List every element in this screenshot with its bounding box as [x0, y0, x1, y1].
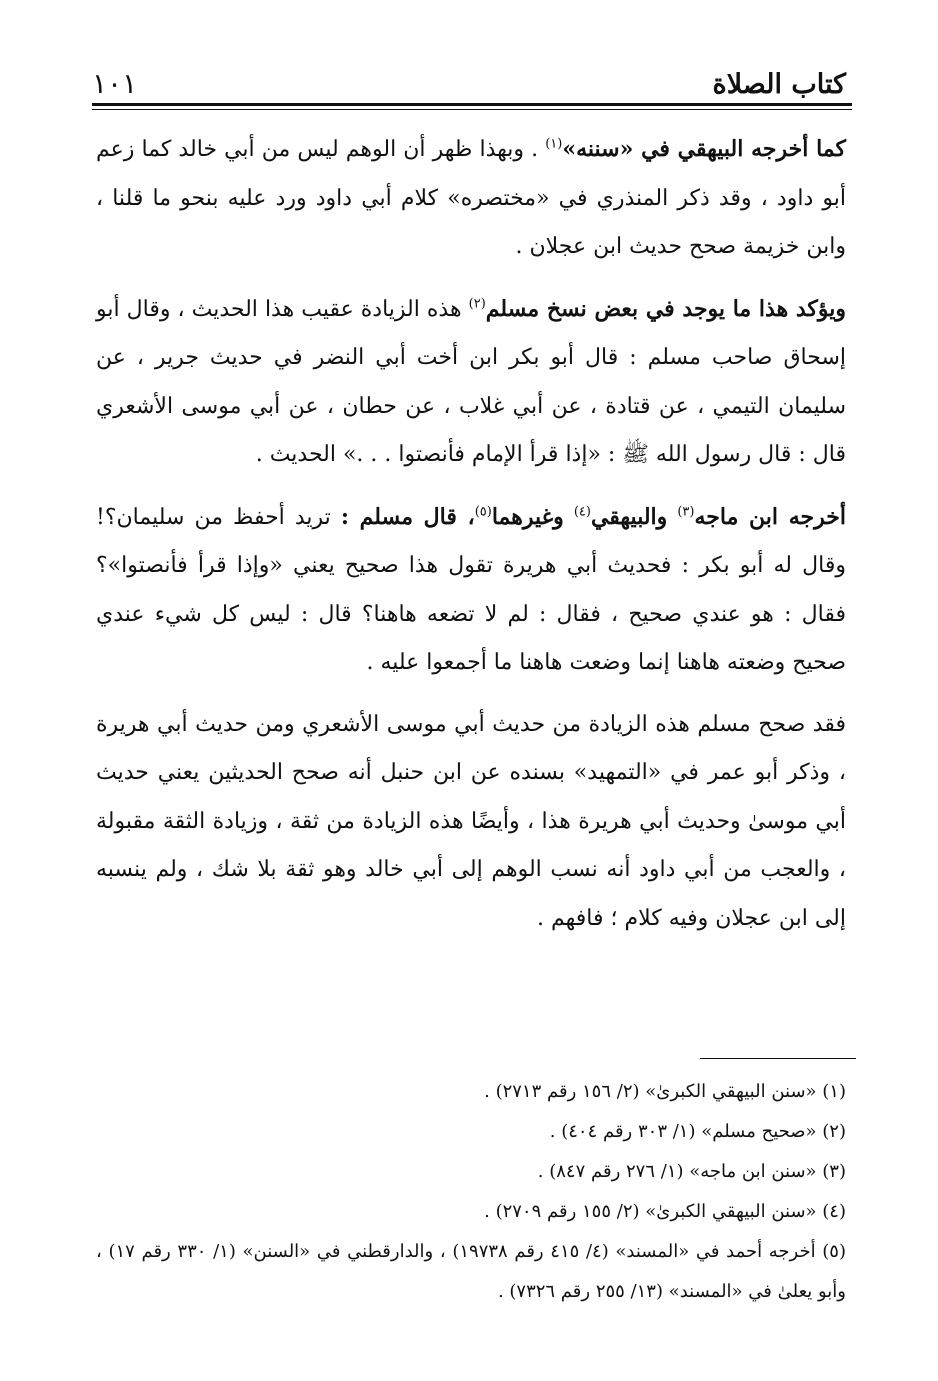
footnote-5: (٥) أخرجه أحمد في «المسند» (٤/ ٤١٥ رقم ١٩٧٣٨) ، والدارقطني في «السنن» (١/ ٣٣٠ رقم ١٧) ، وأبو يعلىٰ في «المسند» (١٣/ ٢٥٥ رقم ٧٣٢٦) . — [96, 1241, 846, 1302]
paragraph-2-lead: ويؤكد هذا ما يوجد في بعض نسخ مسلم — [485, 295, 847, 322]
footnotes — [96, 1072, 846, 1312]
footnote-1: (١) «سنن البيهقي الكبرىٰ» (٢/ ١٥٦ رقم ٢٧١٣) . — [484, 1081, 846, 1102]
paragraph-2 — [96, 285, 846, 480]
header-rule-thick — [92, 103, 852, 106]
paragraph-1 — [96, 125, 846, 272]
main-text — [96, 125, 846, 956]
footnote-separator — [700, 1058, 856, 1059]
paragraph-4 — [96, 701, 846, 944]
paragraph-3-lead-a: أخرجه ابن ماجه — [694, 503, 846, 530]
footnote-4: (٤) «سنن البيهقي الكبرىٰ» (٢/ ١٥٥ رقم ٢٧٠٩) . — [484, 1201, 846, 1222]
running-title: كتاب الصلاة — [712, 69, 846, 100]
footnote-3: (٣) «سنن ابن ماجه» (١/ ٢٧٦ رقم ٨٤٧) . — [537, 1161, 846, 1182]
paragraph-2-text: هذه الزيادة عقيب هذا الحديث ، وقال أبو إسحاق صاحب مسلم : قال أبو بكر ابن أخت أبي النضر في حديث جرير ، عن سليمان التيمي ، عن قتادة ، عن أبي غلاب ، عن حطان ، عن أبي موسى الأشعري قال : قال رسول الله ﷺ : «إذا قرأ الإمام فأنصتوا . . .» الحديث . — [96, 296, 846, 467]
paragraph-3-lead-d: ، قال مسلم : — [340, 503, 475, 530]
footnote-ref-5: (٥) — [474, 504, 492, 520]
paragraph-1-text: . وبهذا ظهر أن الوهم ليس من أبي خالد كما زعم أبو داود ، وقد ذكر المنذري في «مختصره» كلام أبي داود ورد عليه بنحو ما قلنا ، وابن خزيمة صحح حديث ابن عجلان . — [96, 137, 846, 259]
footnote-ref-3: (٣) — [677, 504, 695, 520]
paragraph-3 — [96, 493, 846, 688]
footnote-ref-1: (١) — [545, 136, 563, 152]
paragraph-1-lead: كما أخرجه البيهقي في «سننه» — [562, 136, 846, 162]
paragraph-3-lead-c: وغيرهما — [491, 503, 564, 530]
footnote-ref-4: (٤) — [573, 504, 591, 520]
paragraph-3-lead-b: والبيهقي — [590, 503, 668, 530]
header-rule-thin — [92, 109, 852, 110]
page-number: ١٠١ — [92, 67, 138, 100]
paragraph-3-text: تريد أحفظ من سليمان؟! وقال له أبو بكر : فحديث أبي هريرة تقول هذا صحيح يعني «وإذا قرأ فأنصتوا»؟ فقال : هو عندي صحيح ، فقال : لم لا تضعه هاهنا؟ قال : ليس كل شيء عندي صحيح وضعته هاهنا إنما وضعت هاهنا ما أجمعوا عليه . — [96, 504, 846, 675]
paragraph-4-text: فقد صحح مسلم هذه الزيادة من حديث أبي موسى الأشعري ومن حديث أبي هريرة ، وذكر أبو عمر في «التمهيد» بسنده عن ابن حنبل أنه صحح الحديثين يعني حديث أبي موسىٰ وحديث أبي هريرة هذا ، وأيضًا هذه الزيادة من ثقة ، وزيادة الثقة مقبولة ، والعجب من أبي داود أنه نسب الوهم إلى أبي خالد وهو ثقة بلا شك ، ولم ينسبه إلى ابن عجلان وفيه كلام ؛ فافهم . — [96, 711, 846, 931]
footnote-2: (٢) «صحيح مسلم» (١/ ٣٠٣ رقم ٤٠٤) . — [549, 1121, 846, 1142]
footnote-ref-2: (٢) — [468, 296, 486, 312]
page-header — [92, 50, 846, 100]
